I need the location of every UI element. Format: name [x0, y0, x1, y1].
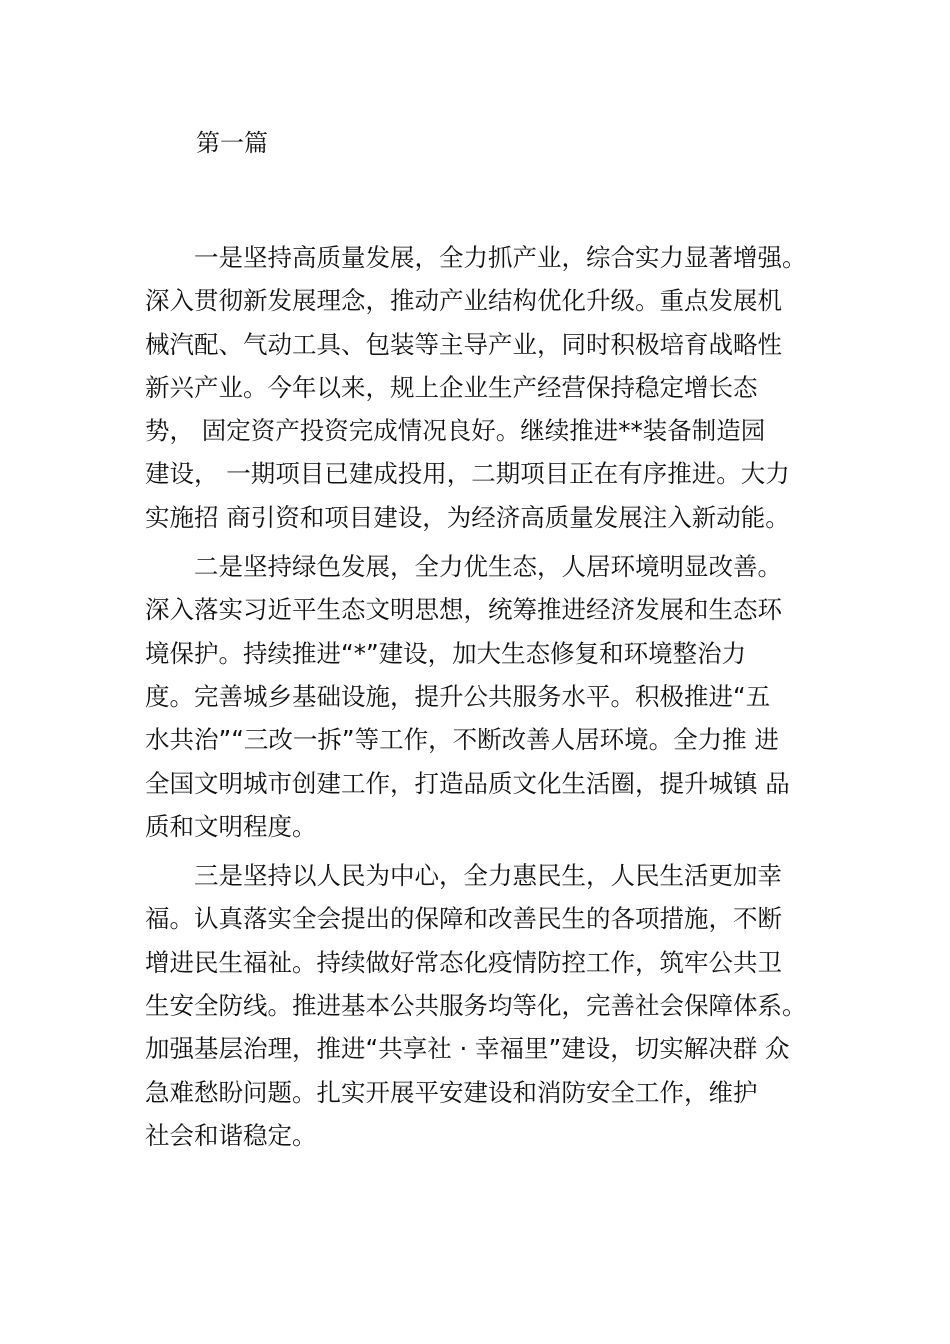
paragraph-line: 社会和谐稳定。 [145, 1120, 317, 1150]
paragraph-line: 境保护。持续推进“*”建设，加大生态修复和环境整治力 [145, 638, 747, 668]
paragraph-line: 急难愁盼问题。扎实开展平安建设和消防安全工作，维护 [145, 1077, 758, 1107]
paragraph-3 [145, 854, 825, 1157]
paragraph-1 [145, 236, 825, 539]
paragraph-line: 水共治”“三改一拆”等工作，不断改善人居环境。全力推 进 [145, 725, 779, 755]
paragraph-2 [145, 545, 825, 848]
paragraph-line: 一是坚持高质量发展，全力抓产业，综合实力显著增强。 [145, 243, 807, 272]
paragraph-line: 势， 固定资产投资完成情况良好。继续推进**装备制造园 [145, 416, 766, 446]
paragraph-line: 生安全防线。推进基本公共服务均等化，完善社会保障体系。 [145, 991, 807, 1021]
paragraph-line: 深入贯彻新发展理念，推动产业结构优化升级。重点发展机 [145, 286, 782, 316]
paragraph-line: 建设， 一期项目已建成投用，二期项目正在有序推进。大力 [145, 459, 790, 489]
paragraph-line: 度。完善城乡基础设施，提升公共服务水平。积极推进“五 [145, 681, 771, 711]
paragraph-line: 三是坚持以人民为中心，全力惠民生，人民生活更加幸 [145, 861, 782, 891]
paragraph-line: 加强基层治理，推进“共享社 · 幸福里”建设，切实解决群 众 [145, 1034, 790, 1064]
paragraph-line: 械汽配、气动工具、包装等主导产业，同时积极培育战略性 [145, 329, 782, 359]
paragraph-line: 增进民生福祉。持续做好常态化疫情防控工作，筑牢公共卫 [145, 947, 782, 977]
paragraph-line: 质和文明程度。 [145, 811, 317, 841]
paragraph-line: 新兴产业。今年以来，规上企业生产经营保持稳定增长态 [145, 372, 758, 402]
document-body [145, 236, 825, 1163]
paragraph-line: 全国文明城市创建工作，打造品质文化生活圈，提升城镇 品 [145, 768, 790, 798]
paragraph-line: 深入落实习近平生态文明思想，统筹推进经济发展和生态环 [145, 595, 782, 625]
document-heading: 第一篇 [196, 129, 268, 157]
paragraph-line: 实施招 商引资和项目建设，为经济高质量发展注入新动能。 [145, 502, 790, 532]
paragraph-line: 二是坚持绿色发展，全力优生态，人居环境明显改善。 [145, 552, 782, 582]
paragraph-line: 福。认真落实全会提出的保障和改善民生的各项措施，不断 [145, 904, 782, 934]
